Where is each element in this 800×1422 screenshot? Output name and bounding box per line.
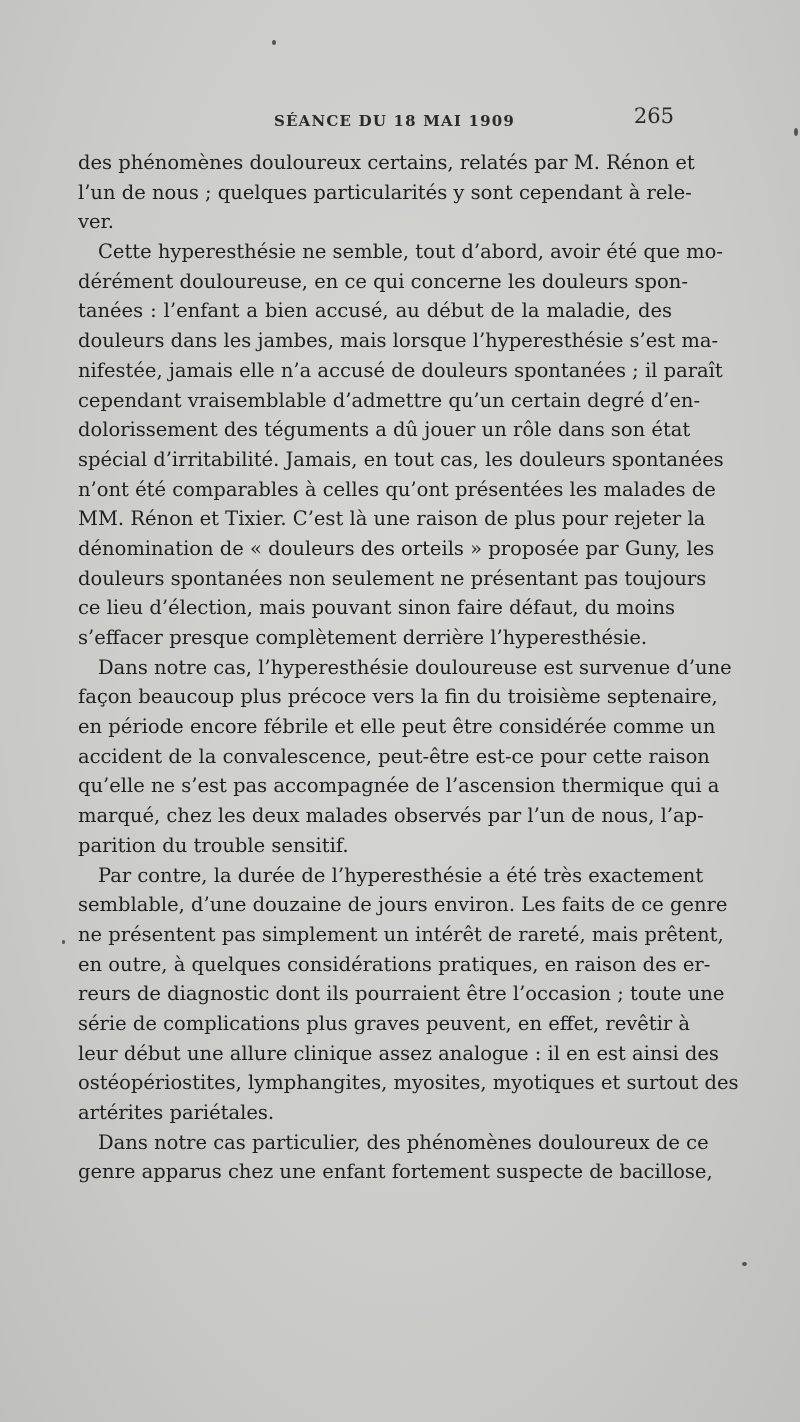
- paper-speck: [272, 40, 276, 45]
- text-line: nifestée, jamais elle n’a accusé de douleurs spontanées ; il paraît: [78, 358, 723, 382]
- page-number: 265: [633, 104, 674, 128]
- text-line: semblable, d’une douzaine de jours environ. Les faits de ce genre: [78, 893, 728, 917]
- text-line: accident de la convalescence, peut-être est-ce pour cette raison: [78, 744, 710, 768]
- text-line: cependant vraisemblable d’admettre qu’un certain degré d’en-: [78, 388, 701, 412]
- text-line: Par contre, la durée de l’hyperesthésie a été très exactement: [98, 863, 704, 887]
- paper-speck: [794, 128, 798, 136]
- text-line: n’ont été comparables à celles qu’ont présentées les malades de: [78, 477, 716, 501]
- text-line: parition du trouble sensitif.: [78, 833, 349, 857]
- text-line: douleurs dans les jambes, mais lorsque l’hyperesthésie s’est ma-: [78, 329, 719, 353]
- text-line: façon beaucoup plus précoce vers la fin du troisième septenaire,: [78, 685, 718, 709]
- text-line: marqué, chez les deux malades observés par l’un de nous, l’ap-: [78, 804, 704, 828]
- paper-speck: [62, 940, 65, 944]
- text-line: en outre, à quelques considérations pratiques, en raison des er-: [78, 952, 711, 976]
- page-header: [78, 104, 676, 134]
- paper-speck: [742, 1262, 747, 1266]
- text-line: Dans notre cas, l’hyperesthésie douloureuse est survenue d’une: [98, 655, 732, 679]
- text-line: tanées : l’enfant a bien accusé, au début de la maladie, des: [78, 299, 672, 323]
- text-line: MM. Rénon et Tixier. C’est là une raison de plus pour rejeter la: [78, 507, 706, 531]
- text-line: série de complications plus graves peuvent, en effet, revêtir à: [78, 1011, 691, 1035]
- text-line: spécial d’irritabilité. Jamais, en tout cas, les douleurs spontanées: [78, 447, 724, 471]
- text-line: ce lieu d’élection, mais pouvant sinon faire défaut, du moins: [78, 596, 676, 620]
- text-line: ver.: [78, 210, 114, 234]
- text-line: dérément douloureuse, en ce qui concerne les douleurs spon-: [78, 269, 688, 293]
- text-line: l’un de nous ; quelques particularités y sont cependant à rele-: [78, 180, 692, 204]
- text-line: ostéopériostites, lymphangites, myosites, myotiques et surtout des: [78, 1071, 739, 1095]
- text-line: s’effacer presque complètement derrière l’hyperesthésie.: [78, 626, 648, 649]
- text-line: ne présentent pas simplement un intérêt de rareté, mais prêtent,: [78, 922, 724, 946]
- text-line: dénomination de « douleurs des orteils » proposée par Guny, les: [78, 536, 715, 560]
- text-line: des phénomènes douloureux certains, relatés par M. Rénon et: [78, 151, 695, 174]
- body-text: [78, 148, 739, 1187]
- text-line: reurs de diagnostic dont ils pourraient être l’occasion ; toute une: [78, 982, 725, 1006]
- running-head: SÉANCE DU 18 MAI 1909: [274, 112, 516, 130]
- text-line: Dans notre cas particulier, des phénomènes douloureux de ce: [98, 1130, 709, 1154]
- text-line: genre apparus chez une enfant fortement suspecte de bacillose,: [78, 1160, 713, 1184]
- text-line: douleurs spontanées non seulement ne présentant pas toujours: [78, 566, 707, 590]
- text-line: leur début une allure clinique assez analogue : il en est ainsi des: [78, 1041, 719, 1065]
- text-line: en période encore fébrile et elle peut être considérée comme un: [78, 715, 716, 739]
- text-line: Cette hyperesthésie ne semble, tout d’abord, avoir été que mo-: [98, 240, 723, 264]
- text-line: qu’elle ne s’est pas accompagnée de l’ascension thermique qui a: [78, 774, 720, 798]
- text-line: dolorissement des téguments a dû jouer un rôle dans son état: [78, 418, 691, 442]
- text-line: artérites pariétales.: [78, 1101, 275, 1124]
